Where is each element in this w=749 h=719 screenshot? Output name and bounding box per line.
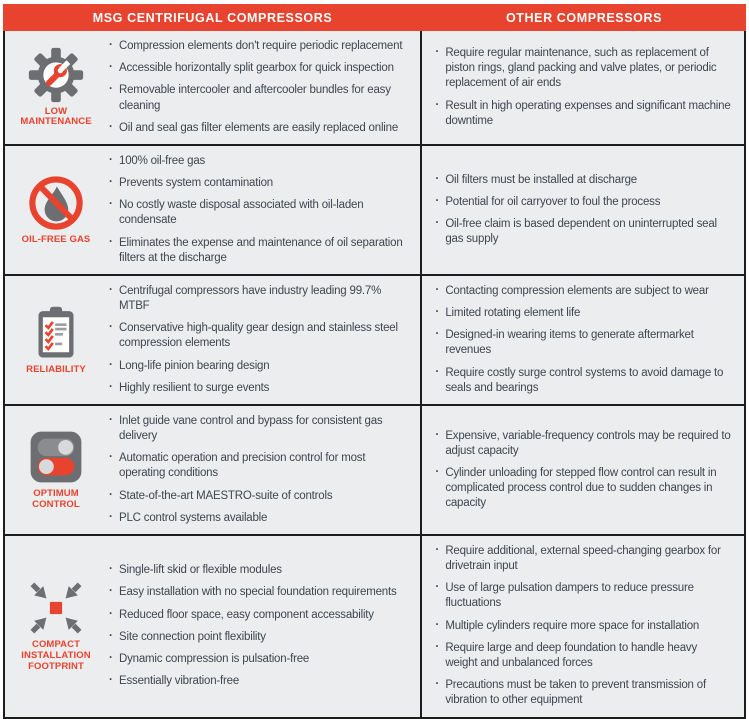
category-icon-column: [5, 146, 107, 274]
table-row: [5, 404, 744, 534]
bullet-item: · Cylinder unloading for stepped flow control can result in complicated process control due to sudden changes in capacity: [433, 466, 732, 512]
other-bullet-list: [422, 276, 744, 404]
bullet-item: · 100% oil-free gas: [107, 154, 408, 169]
gear-wrench-icon: [28, 47, 84, 103]
table-row: [5, 144, 744, 274]
other-bullet-list: [422, 406, 744, 534]
bullet-item: · Multiple cylinders require more space for installation: [433, 619, 732, 634]
bullet-item: · Result in high operating expenses and significant machine downtime: [433, 99, 732, 129]
msg-bullet-list: [107, 276, 420, 404]
bullet-item: · No costly waste disposal associated with oil-laden condensate: [107, 198, 408, 228]
msg-column-cell: [5, 536, 420, 717]
bullet-item: · Long-life pinion bearing design: [107, 359, 408, 374]
bullet-item: · Site connection point flexibility: [107, 630, 408, 645]
bullet-item: · Precautions must be taken to prevent transmission of vibration to other equipment: [433, 678, 732, 708]
bullet-item: · Easy installation with no special foundation requirements: [107, 585, 408, 600]
bullet-item: · Contacting compression elements are subject to wear: [433, 284, 732, 299]
bullet-item: · Automatic operation and precision control for most operating conditions: [107, 451, 408, 481]
msg-bullet-list: [107, 146, 420, 274]
no-oil-drop-icon: [28, 175, 84, 231]
bullet-item: · Require large and deep foundation to handle heavy weight and unbalanced forces: [433, 641, 732, 671]
bullet-item: · Use of large pulsation dampers to reduce pressure fluctuations: [433, 581, 732, 611]
msg-bullet-list: [107, 406, 420, 534]
bullet-item: · Centrifugal compressors have industry leading 99.7% MTBF: [107, 284, 408, 314]
bullet-item: · Accessible horizontally split gearbox for quick inspection: [107, 61, 408, 76]
msg-column-cell: [5, 146, 420, 274]
msg-column-cell: [5, 31, 420, 144]
table-row: [5, 274, 744, 404]
category-label: LOW MAINTENANCE: [20, 105, 92, 128]
bullet-item: · Oil and seal gas filter elements are easily replaced online: [107, 121, 408, 136]
bullet-item: · Prevents system contamination: [107, 176, 408, 191]
category-label: OIL-FREE GAS: [21, 233, 91, 245]
header-msg-centrifugal: MSG CENTRIFUGAL COMPRESSORS: [92, 10, 333, 25]
bullet-item: · Removable intercooler and aftercooler bundles for easy cleaning: [107, 83, 408, 113]
toggle-switches-icon: [28, 429, 84, 485]
category-icon-column: [5, 276, 107, 404]
msg-bullet-list: [107, 536, 420, 717]
bullet-item: · Essentially vibration-free: [107, 674, 408, 689]
category-label: RELIABILITY: [26, 363, 86, 375]
bullet-item: · Require regular maintenance, such as replacement of piston rings, gland packing and valve plates, or periodic replacement of air ends: [433, 46, 732, 92]
msg-column-cell: [5, 406, 420, 534]
other-bullet-list: [422, 31, 744, 144]
bullet-item: · Oil filters must be installed at discharge: [433, 173, 732, 188]
category-label: COMPACT INSTALLATION FOOTPRINT: [21, 639, 91, 672]
bullet-item: · Reduced floor space, easy component accessability: [107, 608, 408, 623]
bullet-item: · PLC control systems available: [107, 511, 408, 526]
bullet-item: · Compression elements don't require periodic replacement: [107, 39, 408, 54]
table-header: [3, 4, 746, 31]
category-label: OPTIMUM CONTROL: [32, 488, 80, 510]
bullet-item: · Eliminates the expense and maintenance of oil separation filters at the discharge: [107, 236, 408, 266]
bullet-item: · Oil-free claim is based dependent on uninterrupted seal gas supply: [433, 217, 732, 247]
inward-arrows-icon: [28, 580, 84, 636]
msg-bullet-list: [107, 31, 420, 144]
category-icon-column: [5, 536, 107, 717]
bullet-item: · Expensive, variable-frequency controls may be required to adjust capacity: [433, 429, 732, 459]
bullet-item: · Require costly surge control systems to avoid damage to seals and bearings: [433, 366, 732, 396]
table-row: [5, 31, 744, 144]
checklist-clipboard-icon: [28, 305, 84, 361]
bullet-item: · Inlet guide vane control and bypass for consistent gas delivery: [107, 414, 408, 444]
other-column-cell: [420, 146, 744, 274]
category-icon-column: [5, 31, 107, 144]
other-column-cell: [420, 406, 744, 534]
msg-column-cell: [5, 276, 420, 404]
bullet-item: · Single-lift skid or flexible modules: [107, 563, 408, 578]
other-column-cell: [420, 536, 744, 717]
bullet-item: · State-of-the-art MAESTRO-suite of controls: [107, 489, 408, 504]
table-body: [3, 31, 746, 719]
other-column-cell: [420, 31, 744, 144]
other-column-cell: [420, 276, 744, 404]
other-bullet-list: [422, 536, 744, 717]
bullet-item: · Highly resilient to surge events: [107, 381, 408, 396]
bullet-item: · Limited rotating element life: [433, 306, 732, 321]
bullet-item: · Potential for oil carryover to foul the process: [433, 195, 732, 210]
bullet-item: · Conservative high-quality gear design and stainless steel compression elements: [107, 321, 408, 351]
other-bullet-list: [422, 146, 744, 274]
category-icon-column: [5, 406, 107, 534]
bullet-item: · Designed-in wearing items to generate aftermarket revenues: [433, 328, 732, 358]
bullet-item: · Require additional, external speed-changing gearbox for drivetrain input: [433, 544, 732, 574]
header-other-compressors: OTHER COMPRESSORS: [505, 10, 663, 25]
bullet-item: · Dynamic compression is pulsation-free: [107, 652, 408, 667]
table-row: [5, 534, 744, 717]
